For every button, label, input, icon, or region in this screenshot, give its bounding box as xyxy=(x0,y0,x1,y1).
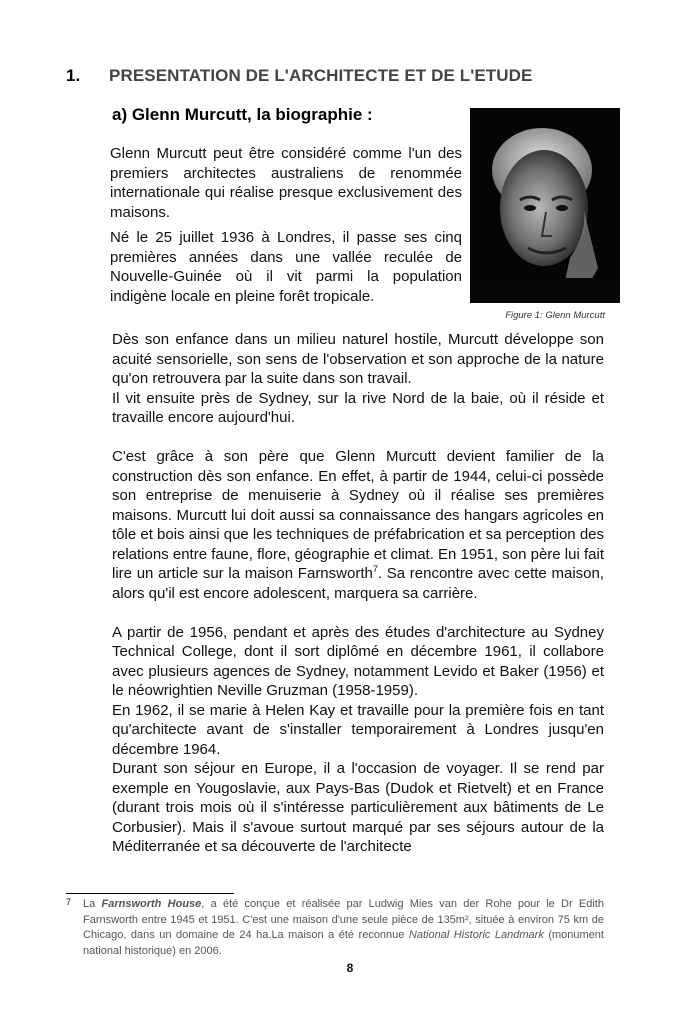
footnote-text-part: , a été conçue et réalisée par Ludwig Mies van der Rohe pour le Dr Edith Farnsworth entre 1945 et 1951. C'est une maison d'une seule pièce de 135m², située à environ 75 km de Chicago, dans un domaine de 24 ha.La maison a été reconnue xyxy=(83,898,604,941)
paragraph: A partir de 1956, pendant et après des études d'architecture au Sydney Technical College, dont il sort diplômé en décembre 1961, il collabore avec plusieurs agences de Sydney, notamment Levido et Baker (1956) et le néowrightien Neville Gruzman (1958-1959). xyxy=(112,623,604,699)
paragraph: Il vit ensuite près de Sydney, sur la rive Nord de la baie, où il réside et travaille encore aujourd'hui. xyxy=(112,389,604,426)
intro-paragraph: Né le 25 juillet 1936 à Londres, il passe ses cinq premières années dans une vallée reculée de Nouvelle-Guinée où il vit parmi la population indigène locale en pleine forêt tropicale. xyxy=(110,229,462,305)
portrait-photo xyxy=(470,108,620,303)
page-number: 8 xyxy=(346,961,354,975)
body-text xyxy=(112,330,604,857)
paragraph: Durant son séjour en Europe, il a l'occasion de voyager. Il se rend par exemple en Yougoslavie, aux Pays-Bas (Dudok et Rietvelt) et en France (durant trois mois où il s'intéresse particulièrement aux bâtiments de Le Corbusier). Mais il s'avoue surtout marqué par ses séjours autour de la Méditerranée et sa découverte de l'architecte xyxy=(112,760,604,855)
intro-paragraph: Glenn Murcutt peut être considéré comme l'un des premiers architectes australiens de renommée internationale qui réalise presque exclusivement des maisons. xyxy=(110,145,462,221)
figure-caption: Figure 1: Glenn Murcutt xyxy=(505,310,605,321)
section-heading xyxy=(66,66,640,90)
footnote-text-part: (monument national historique) en 2006. xyxy=(83,929,604,957)
section-number: 1. xyxy=(66,66,81,85)
footnote-emphasis: Farnsworth House xyxy=(101,898,202,910)
paragraph xyxy=(112,447,604,603)
footnote-reference[interactable]: 7 xyxy=(372,564,378,574)
intro-text xyxy=(110,144,462,312)
paragraph-text: C'est grâce à son père que Glenn Murcutt devient familier de la construction dès son enfance. En effet, à partir de 1944, celui-ci possède son entreprise de menuiserie à Sydney où il réalise ses premières maisons. Murcutt lui doit aussi sa connaissance des hangars agricoles en tôle et bois ainsi que les techniques de préfabrication et sa perception des relations entre faune, flore, géographie et climat. En 1951, son père lui fait lire un article sur la maison Farnsworth xyxy=(112,448,604,582)
section-title: PRESENTATION DE L'ARCHITECTE ET DE L'ETUDE xyxy=(109,66,533,85)
paragraph-text: . Sa rencontre avec cette maison, alors qu'il est encore adolescent, marquera sa carrière. xyxy=(112,565,605,602)
portrait-image xyxy=(470,108,620,303)
footnote-separator xyxy=(66,893,234,894)
footnote-number: 7 xyxy=(66,897,72,907)
footnote-emphasis: National Historic Landmark xyxy=(408,929,544,941)
footnote xyxy=(66,897,604,959)
footnote-text xyxy=(83,897,604,959)
subsection-title: a) Glenn Murcutt, la biographie : xyxy=(112,105,373,124)
paragraph: En 1962, il se marie à Helen Kay et travaille pour la première fois en tant qu'architecte avant de s'installer temporairement à Londres jusqu'en décembre 1964. xyxy=(112,701,604,758)
footnote-text-part: La xyxy=(83,898,102,910)
paragraph: Dès son enfance dans un milieu naturel hostile, Murcutt développe son acuité sensorielle, son sens de l'observation et son approche de la nature qu'on retrouvera par la suite dans son travail. xyxy=(112,331,604,387)
